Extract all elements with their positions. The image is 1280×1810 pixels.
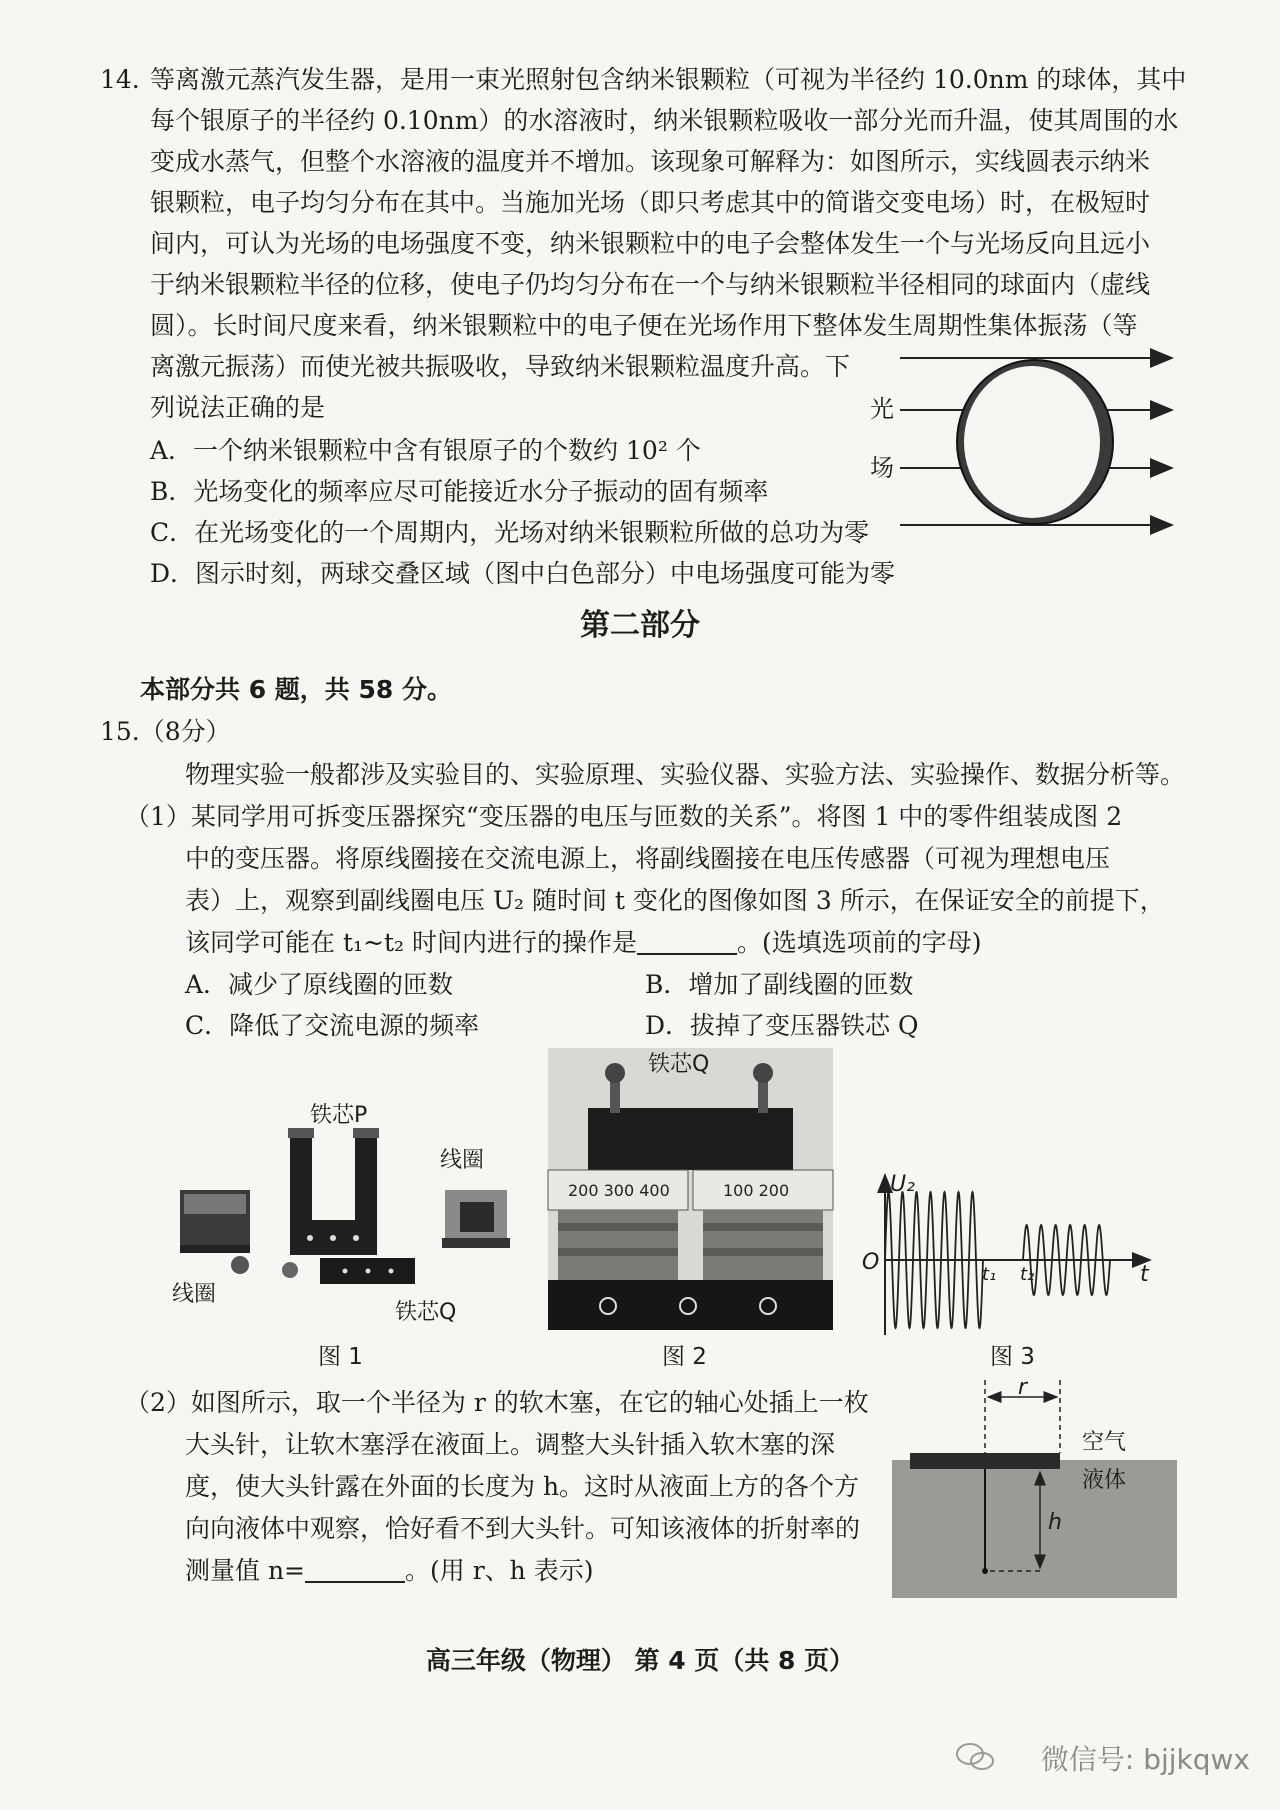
fig1-core-p-label: 铁芯P <box>310 1103 368 1128</box>
q14-line: 等离激元蒸汽发生器，是用一束光照射包含纳米银颗粒（可视为半径约 10.0nm 的球体，其中 <box>150 65 1187 94</box>
fig3-origin: O <box>862 1250 880 1275</box>
q14-line: 银颗粒，电子均匀分布在其中。当施加光场（即只考虑其中的简谐交变电场）时，在极短时 <box>150 188 1151 217</box>
q14-line: 每个银原子的半径约 0.10nm）的水溶液时，纳米银颗粒吸收一部分光而升温，使其周围的水 <box>150 106 1179 135</box>
cork-pin-figure <box>890 1375 1180 1600</box>
field-label: 场 <box>870 454 894 482</box>
q14-option-d: D．图示时刻，两球交叠区域（图中白色部分）中电场强度可能为零 <box>150 559 896 588</box>
q14-line: 间内，可认为光场的电场强度不变，纳米银颗粒中的电子会整体发生一个与光场反向且远小 <box>150 229 1151 258</box>
q15-sub2-line: 向向液体中观察，恰好看不到大头针。可知该液体的折射率的 <box>185 1514 861 1543</box>
fig2-scale-left: 200 300 400 <box>568 1181 670 1200</box>
fig3-y-label: U₂ <box>890 1172 915 1197</box>
part2-intro: 本部分共 6 题，共 58 分。 <box>140 675 453 704</box>
figure-2-transformer <box>548 1048 833 1330</box>
q14-option-b: B．光场变化的频率应尽可能接近水分子振动的固有频率 <box>150 477 769 506</box>
part2-title: 第二部分 <box>580 608 700 643</box>
fig3-x-label: t <box>1140 1262 1149 1287</box>
fig4-liquid-label: 液体 <box>1082 1468 1127 1493</box>
q14-number: 14. <box>100 65 140 94</box>
wechat-icon <box>955 1742 995 1772</box>
fig3-wave-before <box>885 1192 983 1328</box>
q15-option-c: C．降低了交流电源的频率 <box>185 1011 480 1040</box>
fig1-coil-bottom-label: 线圈 <box>172 1282 217 1307</box>
q14-line: 变成水蒸气，但整个水溶液的温度并不增加。该现象可解释为：如图所示，实线圆表示纳米 <box>150 147 1151 176</box>
fig3-t2: t₂ <box>1020 1264 1035 1285</box>
fig2-core-q-label: 铁芯Q <box>648 1052 710 1077</box>
light-label: 光 <box>870 395 894 423</box>
q14-line: 于纳米银颗粒半径的位移，使电子仍均匀分布在一个与纳米银颗粒半径相同的球面内（虚线 <box>150 270 1151 299</box>
q15-number: 15.（8分） <box>100 717 231 746</box>
q15-option-a: A．减少了原线圈的匝数 <box>185 970 454 999</box>
q15-sub2-line: 度，使大头针露在外面的长度为 h。这时从液面上方的各个方 <box>185 1472 860 1501</box>
fig3-caption: 图 3 <box>990 1344 1035 1370</box>
q15-sub1-line: 表）上，观察到副线圈电压 U₂ 随时间 t 变化的图像如图 3 所示，在保证安全的前提下， <box>185 886 1165 915</box>
fig1-coil-top-label: 线圈 <box>440 1148 485 1173</box>
fig4-air-label: 空气 <box>1082 1430 1127 1455</box>
q15-sub1-line: （1）某同学用可拆变压器探究“变压器的电压与匝数的关系”。将图 1 中的零件组装成图 2 <box>125 802 1123 831</box>
fig1-core-q-label: 铁芯Q <box>395 1300 457 1325</box>
fig2-caption: 图 2 <box>662 1344 707 1370</box>
nanoparticle-figure <box>880 350 1180 535</box>
q15-sub2-line: （2）如图所示，取一个半径为 r 的软木塞，在它的轴心处插上一枚 <box>125 1388 869 1417</box>
q14-line: 列说法正确的是 <box>150 393 326 422</box>
q14-option-c: C．在光场变化的一个周期内，光场对纳米银颗粒所做的总功为零 <box>150 518 870 547</box>
q15-option-b: B．增加了副线圈的匝数 <box>645 970 914 999</box>
answer-blank-1[interactable] <box>637 925 737 955</box>
q15-sub2-text-end: 。(用 r、h 表示) <box>405 1556 594 1585</box>
q15-sub2-text: 测量值 n= <box>185 1556 305 1585</box>
answer-blank-2[interactable] <box>305 1553 405 1583</box>
page-footer: 高三年级（物理） 第 4 页（共 8 页） <box>425 1646 855 1675</box>
q15-sub1-line <box>185 923 982 963</box>
figure-1-parts <box>170 1120 520 1290</box>
q14-option-a: A．一个纳米银颗粒中含有银原子的个数约 10² 个 <box>150 436 701 465</box>
q15-sub1-text-end: 。(选填选项前的字母) <box>736 928 982 957</box>
q15-sub2-line: 大头针，让软木塞浮在液面上。调整大头针插入软木塞的深 <box>185 1430 836 1459</box>
q15-sub2-line <box>185 1551 593 1591</box>
q15-lead: 物理实验一般都涉及实验目的、实验原理、实验仪器、实验方法、实验操作、数据分析等。 <box>185 760 1186 789</box>
q15-sub1-line: 中的变压器。将原线圈接在交流电源上，将副线圈接在电压传感器（可视为理想电压 <box>185 844 1111 873</box>
watermark-text: 微信号: bjjkqwx <box>1040 1743 1250 1776</box>
q14-line: 圆）。长时间尺度来看，纳米银颗粒中的电子便在光场作用下整体发生周期性集体振荡（等 <box>150 311 1138 340</box>
fig1-caption: 图 1 <box>318 1344 363 1370</box>
fig4-h-label: h <box>1048 1510 1062 1535</box>
q15-option-d: D．拔掉了变压器铁芯 Q <box>645 1011 919 1040</box>
q15-sub1-text: 该同学可能在 t₁~t₂ 时间内进行的操作是 <box>185 928 637 957</box>
fig2-scale-right: 100 200 <box>723 1181 790 1200</box>
fig4-r-label: r <box>1018 1375 1028 1400</box>
q14-line: 离激元振荡）而使光被共振吸收，导致纳米银颗粒温度升高。下 <box>150 352 851 381</box>
fig3-t1: t₁ <box>982 1264 997 1285</box>
